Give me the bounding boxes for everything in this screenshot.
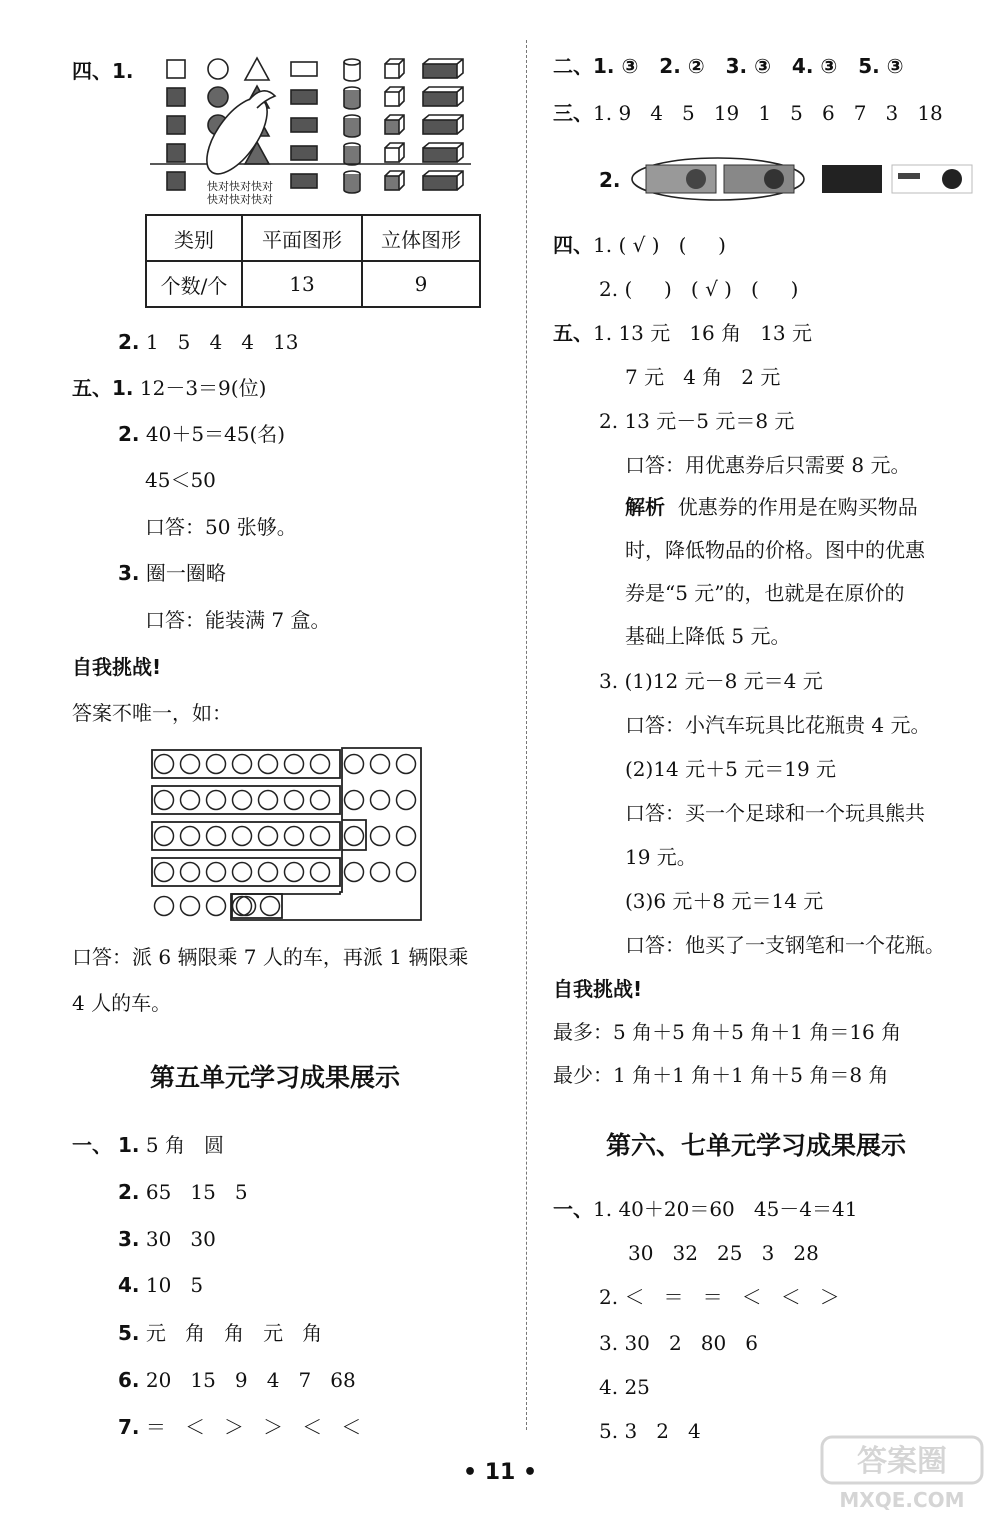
r-section-5-q1a: 五、1. 13 元 16 角 13 元 (553, 321, 813, 345)
u5-item-1: 1. 5 角 圆 (118, 1133, 225, 1157)
challenge-answer-2: 4 人的车。 (72, 991, 172, 1015)
self-challenge-heading: 自我挑战! (72, 655, 162, 679)
u67-q2: 2. ＜ ＝ ＝ ＜ ＜ ＞ (599, 1285, 840, 1309)
r-section-3-q1: 三、1. 9 4 5 19 1 5 6 7 3 18 (553, 101, 943, 125)
box-circle (233, 791, 252, 810)
table-cell-plane-count: 13 (242, 261, 362, 307)
u67-q1b: 30 32 25 3 28 (628, 1241, 819, 1265)
unit67-title: 第六、七单元学习成果展示 (606, 1131, 907, 1160)
box-circle (345, 863, 364, 882)
u5-item-7: 7. ＝ ＜ ＞ ＞ ＜ ＜ (118, 1415, 362, 1439)
box-circle (155, 791, 174, 810)
s5-q1: 五、1. 12－3＝9(位) (72, 376, 267, 400)
box-circle (397, 755, 416, 774)
s5-q2-compare: 45＜50 (145, 468, 216, 492)
page-number: • 11 • (462, 1460, 538, 1485)
box-circle (155, 863, 174, 882)
table-header-plane: 平面图形 (242, 215, 362, 261)
r-section-2: 二、1. ③ 2. ② 3. ③ 4. ③ 5. ③ (553, 54, 904, 78)
r-s5-q3-3: (3)6 元＋8 元＝14 元 (625, 889, 824, 913)
r-s5-q3-1: 3. (1)12 元－8 元＝4 元 (599, 669, 823, 693)
s4-q2: 2. 1 5 4 4 13 (118, 330, 299, 354)
box-circle (371, 755, 390, 774)
box-circle (237, 897, 256, 916)
box-circle (233, 755, 252, 774)
analysis-line-2: 时，降低物品的价格。图中的优惠 (625, 538, 925, 562)
r-challenge-max: 最多：5 角＋5 角＋5 角＋1 角＝16 角 (553, 1020, 902, 1044)
shape-category-table (145, 214, 481, 308)
box-circle (311, 863, 330, 882)
table-row-label: 个数/个 (146, 261, 242, 307)
box-circle (311, 827, 330, 846)
u5-item-2: 2. 65 15 5 (118, 1180, 248, 1204)
box-circle (261, 897, 280, 916)
box-circle (207, 755, 226, 774)
r-s5-q3-2: (2)14 元＋5 元＝19 元 (625, 757, 837, 781)
u5-item-3: 3. 30 30 (118, 1227, 216, 1251)
box-circle (233, 863, 252, 882)
box-circle (285, 827, 304, 846)
tally-marks: 快对快对快对 快对快对快对 (207, 180, 273, 206)
box-circle (207, 827, 226, 846)
box-circle (311, 791, 330, 810)
box-circle (397, 863, 416, 882)
box-circle (207, 791, 226, 810)
r-s5-q2-answer: 口答：用优惠券后只需要 8 元。 (625, 453, 911, 477)
r-challenge-min: 最少：1 角＋1 角＋1 角＋5 角＝8 角 (553, 1063, 889, 1087)
circle-box-figure (150, 746, 425, 926)
column-divider (526, 40, 527, 1430)
box-circle (311, 755, 330, 774)
table-header-solid: 立体图形 (362, 215, 480, 261)
box-circle (371, 827, 390, 846)
u5-item-4: 4. 10 5 (118, 1273, 204, 1297)
box-circle (397, 791, 416, 810)
r-section-3-q2: 2. (599, 168, 621, 192)
box-circle (181, 755, 200, 774)
box-circle (285, 863, 304, 882)
box-circle (207, 897, 226, 916)
table-cell-solid-count: 9 (362, 261, 480, 307)
s5-q3-answer: 口答：能装满 7 盒。 (145, 608, 331, 632)
banknote-figure (630, 155, 985, 205)
svg-text:答案圈: 答案圈 (857, 1444, 947, 1479)
u67-q3: 3. 30 2 80 6 (599, 1331, 759, 1355)
r-s5-q1b: 7 元 4 角 2 元 (625, 365, 781, 389)
analysis-line-4: 基础上降低 5 元。 (625, 624, 791, 648)
r-self-challenge-heading: 自我挑战! (553, 977, 643, 1001)
u5-item-5: 5. 元 角 角 元 角 (118, 1321, 323, 1345)
s5-q2-answer: 口答：50 张够。 (145, 515, 297, 539)
r-s5-q3-2-answer: 口答：买一个足球和一个玩具熊共 (625, 801, 925, 825)
box-circle (233, 897, 252, 916)
box-circle (181, 897, 200, 916)
box-circle (259, 863, 278, 882)
box-circle (259, 755, 278, 774)
box-circle (181, 863, 200, 882)
u5-item-6: 6. 20 15 9 4 7 68 (118, 1368, 356, 1392)
r-s5-q3-3-answer: 口答：他买了一支钢笔和一个花瓶。 (625, 933, 945, 957)
svg-text:MXQE.COM: MXQE.COM (839, 1488, 965, 1512)
shape-grid-figure (145, 56, 475, 206)
box-circle (155, 827, 174, 846)
box-circle (259, 827, 278, 846)
box-circle (371, 863, 390, 882)
r-s5-q3-2-answer-b: 19 元。 (625, 845, 697, 869)
box-circle (233, 827, 252, 846)
unit5-title: 第五单元学习成果展示 (150, 1063, 401, 1092)
box-circle (285, 755, 304, 774)
watermark-logo (820, 1435, 990, 1515)
box-circle (345, 791, 364, 810)
challenge-note: 答案不唯一，如： (72, 701, 232, 725)
s5-q3: 3. 圈一圈略 (118, 561, 226, 585)
box-circle (207, 863, 226, 882)
r-s5-q2: 2. 13 元－5 元＝8 元 (599, 409, 795, 433)
u5-section-1: 一、 (72, 1133, 112, 1157)
box-circle (259, 791, 278, 810)
r-section-4-q1: 四、1. ( √ ) ( ) (553, 233, 726, 257)
box-circle (181, 827, 200, 846)
box-circle (155, 755, 174, 774)
analysis-line-3: 券是“5 元”的，也就是在原价的 (625, 581, 905, 605)
u67-q5: 5. 3 2 4 (599, 1419, 701, 1443)
table-header-category: 类别 (146, 215, 242, 261)
r-section-4-q2: 2. ( ) ( √ ) ( ) (599, 277, 799, 301)
analysis-line-1: 解析 优惠券的作用是在购买物品 (625, 495, 918, 519)
challenge-answer-1: 口答：派 6 辆限乘 7 人的车，再派 1 辆限乘 (72, 945, 469, 969)
box-circle (371, 791, 390, 810)
u67-q4: 4. 25 (599, 1375, 650, 1399)
box-circle (181, 791, 200, 810)
box-circle (345, 755, 364, 774)
box-circle (155, 897, 174, 916)
box-circle (285, 791, 304, 810)
r-s5-q3-1-answer: 口答：小汽车玩具比花瓶贵 4 元。 (625, 713, 931, 737)
s5-q2: 2. 40＋5＝45(名) (118, 422, 286, 446)
u67-q1a: 一、1. 40＋20＝60 45－4＝41 (553, 1197, 858, 1221)
box-circle (345, 827, 364, 846)
section-4-label: 四、1. (72, 59, 134, 83)
box-circle (397, 827, 416, 846)
